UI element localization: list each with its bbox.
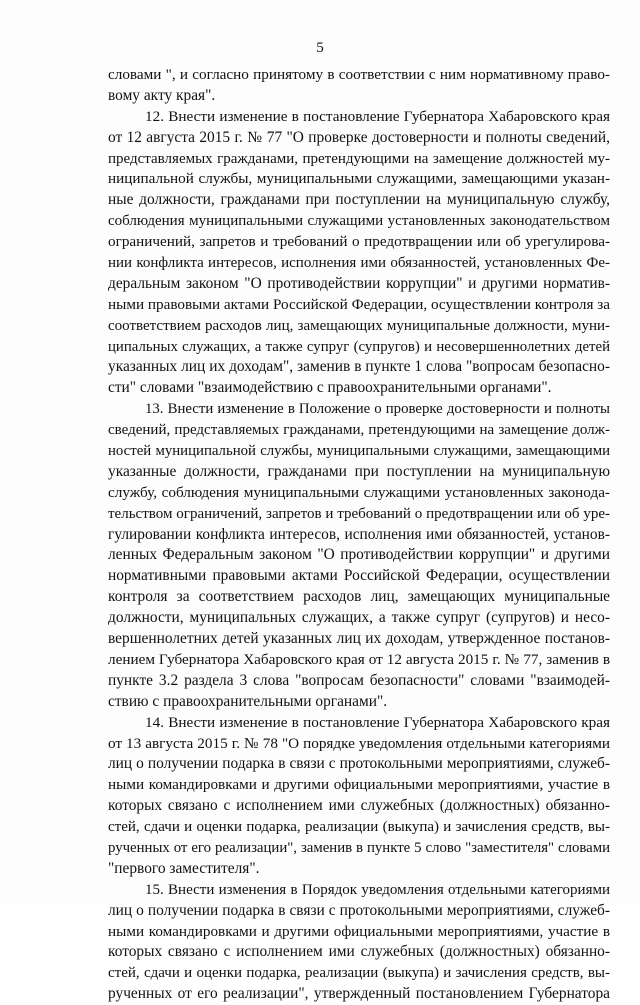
page-number: 5 xyxy=(316,40,324,56)
text-line: 12. Внести изменение в постановление Губернатора Хабаровского края xyxy=(145,107,610,125)
text-line: указанные должности, гражданами при поступлении на муниципальную xyxy=(108,462,610,480)
text-line: 14. Внести изменение в постановление Губернатора Хабаровского края xyxy=(145,713,610,731)
text-line: ные должности, гражданами при поступлении на муниципальную службу, xyxy=(108,191,610,209)
text-line: вому акту края". xyxy=(108,86,216,104)
text-line: вершеннолетних детей указанных лиц их доходам, утвержденное постанов- xyxy=(108,630,610,648)
text-line: должности, муниципальных служащих, а также супруг (супругов) и несо- xyxy=(108,609,610,627)
text-line: указанных лиц их доходам", заменив в пункте 1 слова "вопросам безопасно- xyxy=(108,358,610,376)
text-line: сти" словами "взаимодействию с правоохранительными органами". xyxy=(108,379,552,397)
text-line: ствию с правоохранительными органами". xyxy=(108,692,388,710)
text-line: стей, сдачи и оценки подарка, реализации (выкупа) и зачисления средств, вы- xyxy=(108,965,610,982)
text-line: ограничений, запретов и требований о предотвращении или об урегулирова- xyxy=(108,233,610,251)
text-line: пункте 3.2 раздела 3 слова "вопросам безопасности" словами "взаимодей- xyxy=(108,671,610,689)
text-line: которых связано с исполнением ими служебных (должностных) обязанно- xyxy=(108,797,610,815)
text-line: нии конфликта интересов, исполнения ими обязанностей, установленных Фе- xyxy=(108,255,610,272)
text-line: нормативными правовыми актами Российской Федерации, осуществлении xyxy=(108,567,610,585)
text-line: службу, соблюдения муниципальными служащими установленных законода- xyxy=(108,483,610,501)
text-line: лиц о получении подарка в связи с протокольными мероприятиями, служеб- xyxy=(108,901,610,919)
text-line: которых связано с исполнением ими служебных (должностных) обязанно- xyxy=(108,943,610,961)
text-line: ными командировками и другими официальными мероприятиями, участие в xyxy=(108,922,610,940)
text-line: от 12 августа 2015 г. № 77 "О проверке достоверности и полноты сведений, xyxy=(108,128,610,146)
text-line: контроля за соответствием расходов лиц, замещающих муниципальные xyxy=(108,588,610,606)
text-line: ностей муниципальной службы, муниципальными служащими, замещающими xyxy=(108,443,610,460)
text-line: ными правовыми актами Российской Федерации, осуществлении контроля за xyxy=(108,295,610,313)
text-line: сведений, представляемых гражданами, претендующими на замещение долж- xyxy=(108,422,610,439)
text-line: от 13 августа 2015 г. № 78 "О порядке уведомления отдельными категориями xyxy=(108,734,610,752)
text-line: 15. Внести изменения в Порядок уведомления отдельными категориями xyxy=(145,881,610,898)
text-line: стей, сдачи и оценки подарка, реализации (выкупа) и зачисления средств, вы- xyxy=(108,819,610,836)
text-line: представляемых гражданами, претендующими на замещение должностей му- xyxy=(108,150,610,167)
text-line: соответствием расходов лиц, замещающих муниципальные должности, муни- xyxy=(108,317,610,334)
text-line: соблюдения муниципальными служащими установленных законодательством xyxy=(108,213,610,230)
text-line: ными командировками и другими официальными мероприятиями, участие в xyxy=(108,776,610,794)
text-line: словами ", и согласно принятому в соответствии с ним нормативному право- xyxy=(108,66,610,83)
text-line: лиц о получении подарка в связи с протокольными мероприятиями, служеб- xyxy=(108,755,610,773)
text-line: гулировании конфликта интересов, исполнения ими обязанностей, установ- xyxy=(108,525,610,543)
text-line: ципальных служащих, а также супруг (супругов) и несовершеннолетних детей xyxy=(108,338,610,355)
text-line: ленных Федеральным законом "О противодействии коррупции" и другими xyxy=(108,546,610,564)
text-line: "первого заместителя". xyxy=(108,859,260,877)
text-line: ниципальной службы, муниципальными служащими, замещающими указан- xyxy=(108,170,610,188)
text-line: тельством ограничений, запретов и требований о предотвращении или об уре- xyxy=(108,505,610,522)
text-line: рученных от его реализации", заменив в пункте 5 слово "заместителя" словами xyxy=(108,839,610,856)
text-line: деральным законом "О противодействии коррупции" и другими норматив- xyxy=(108,274,610,292)
text-line: 13. Внести изменение в Положение о проверке достоверности и полноты xyxy=(145,401,610,418)
text-line: лением Губернатора Хабаровского края от 12 августа 2015 г. № 77, заменив в xyxy=(108,650,610,668)
document-body xyxy=(108,65,610,1005)
text-line: рученных от его реализации", утвержденный постановлением Губернатора xyxy=(108,985,610,1003)
